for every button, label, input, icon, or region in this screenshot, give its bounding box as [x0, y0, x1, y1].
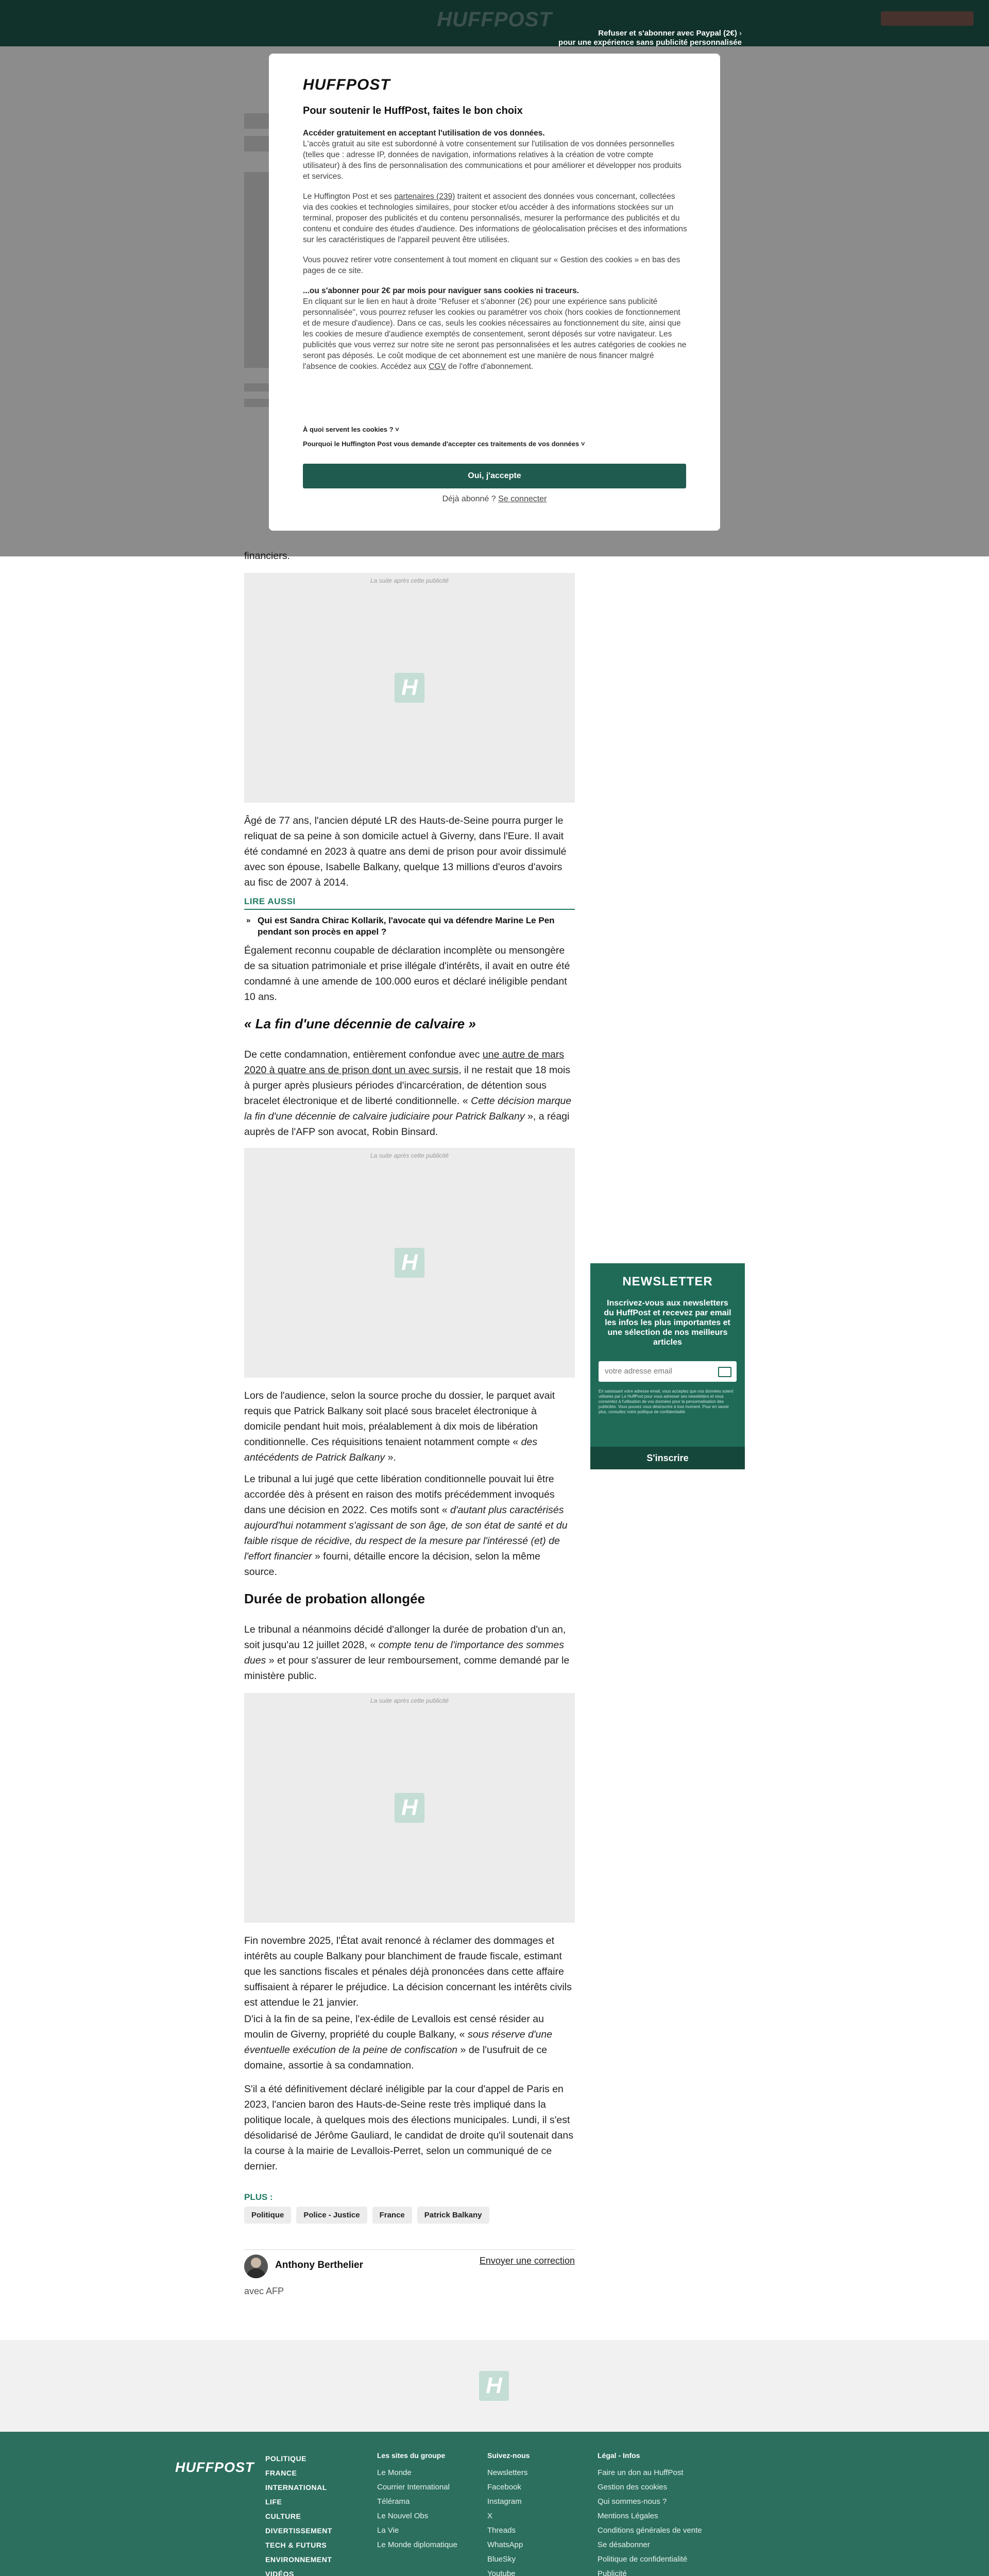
- newsletter-text: Inscrivez-vous aux newsletters du HuffPost et recevez par email les infos les plus importantes et une sélection de nos meilleurs articles: [604, 1299, 731, 1347]
- footer-link[interactable]: Youtube: [487, 2569, 516, 2576]
- source-credit: avec AFP: [244, 2286, 284, 2296]
- footer-column-title: Les sites du groupe: [377, 2451, 446, 2460]
- footer-link[interactable]: Gestion des cookies: [598, 2483, 668, 2492]
- footer-link[interactable]: Threads: [487, 2526, 516, 2535]
- newsletter-title: NEWSLETTER: [622, 1275, 713, 1289]
- footer-category-link[interactable]: CULTURE: [265, 2512, 301, 2520]
- lire-aussi-box: [244, 896, 575, 938]
- ad-label: La suite après cette publicité: [370, 577, 449, 584]
- footer-link[interactable]: Télérama: [377, 2497, 410, 2506]
- footer-link[interactable]: X: [487, 2512, 493, 2520]
- site-logo[interactable]: HUFFPOST: [437, 8, 552, 31]
- tag-politique[interactable]: Politique: [244, 2207, 291, 2224]
- plus-label: PLUS :: [244, 2192, 273, 2202]
- subscribe-heading: ...ou s'abonner pour 2€ par mois pour naviguer sans cookies ni traceurs.: [303, 286, 579, 295]
- modal-body: [303, 128, 687, 381]
- newsletter-email-input[interactable]: [604, 1366, 709, 1376]
- section-heading: Durée de probation allongée: [244, 1591, 425, 1606]
- consent-heading: Accéder gratuitement en acceptant l'utilisation de vos données.: [303, 129, 545, 138]
- withdraw-text: Vous pouvez retirer votre consentement à tout moment en cliquant sur « Gestion des cookies » en bas des pages de ce site.: [303, 256, 680, 275]
- ad-slot: [244, 1693, 575, 1923]
- footer-categories: [265, 2451, 332, 2576]
- tag-patrick-balkany[interactable]: Patrick Balkany: [417, 2207, 489, 2224]
- footer-link[interactable]: Qui sommes-nous ?: [598, 2497, 667, 2506]
- refuse-and-subscribe-link[interactable]: Refuser et s'abonner avec Paypal (2€) › pour une expérience sans publicité personnalisée: [558, 29, 742, 47]
- login-link[interactable]: Se connecter: [498, 495, 547, 503]
- article-paragraph: Âgé de 77 ans, l'ancien député LR des Hauts-de-Seine pourra purger le reliquat de sa peine à son domicile actuel à Giverny, dans l'Eure. Il avait été condamné en 2023 à quatre ans demi de prison pour avoir dissimulé avec son épouse, Isabelle Balkany, quelque 13 millions d'euros d'avoirs au fisc de 2007 à 2014.: [244, 815, 567, 888]
- huffpost-h-icon: H: [479, 2371, 509, 2401]
- footer-link[interactable]: Newsletters: [487, 2468, 528, 2477]
- footer-group-sites: [377, 2451, 457, 2552]
- newsletter-email-field-wrap: [599, 1361, 737, 1382]
- footer-category-link[interactable]: ENVIRONNEMENT: [265, 2555, 332, 2564]
- ad-slot: [244, 573, 575, 803]
- author-row: [244, 2249, 575, 2275]
- site-footer: [0, 2432, 989, 2576]
- footer-link[interactable]: Se désabonner: [598, 2540, 650, 2549]
- inline-article-link[interactable]: une autre de mars 2020 à quatre ans de prison dont un avec sursis: [244, 1049, 565, 1076]
- related-article-link[interactable]: » Qui est Sandra Chirac Kollarik, l'avocate qui va défendre Marine Le Pen pendant son procès en appel ?: [246, 916, 555, 937]
- footer-category-link[interactable]: INTERNATIONAL: [265, 2483, 327, 2492]
- footer-link[interactable]: Politique de confidentialité: [598, 2555, 688, 2564]
- tag-france[interactable]: France: [372, 2207, 412, 2224]
- consent-text: L'accès gratuit au site est subordonné à votre consentement sur l'utilisation de vos données personnelles (telles que : adresse IP, données de navigation, informations relatives à la création de votre compte utilisateur) à des fins de personnalisation des communications et pour améliorer et développer nos produits et services.: [303, 140, 681, 181]
- footer-link[interactable]: WhatsApp: [487, 2540, 523, 2549]
- footer-legal: [598, 2451, 711, 2576]
- ad-slot: [244, 1148, 575, 1378]
- divider: [244, 909, 575, 910]
- footer-link[interactable]: Mentions Légales: [598, 2512, 658, 2520]
- footer-follow-us: [487, 2451, 530, 2576]
- article-paragraph: D'ici à la fin de sa peine, l'ex-édile de Levallois est censé résider au moulin de Giverny, propriété du couple Balkany, « sous réserve d'une éventuelle exécution de la peine de confiscation » de l'usufruit de ce domaine, assortie à sa condamnation.: [244, 2013, 553, 2071]
- ad-label: La suite après cette publicité: [370, 1152, 449, 1159]
- footer-link[interactable]: Instagram: [487, 2497, 522, 2506]
- cgv-link[interactable]: CGV: [429, 362, 446, 371]
- article-paragraph: Le tribunal a lui jugé que cette libération conditionnelle pouvait lui être accordée dès à présent en raison des motifs précédemment invoqués dans une décision en 2022. Ces motifs sont « d'autant plus caractérisés aujourd'hui notamment s'agissant de son âge, de son état de santé et du faible risque de récidive, du respect de la mesure par l'intéressé (et) de l'effort financier » fourni, détaille encore la décision, selon la même source.: [244, 1473, 568, 1578]
- footer-logo[interactable]: HUFFPOST: [175, 2460, 254, 2475]
- footer-category-link[interactable]: POLITIQUE: [265, 2454, 306, 2463]
- footer-link[interactable]: Le Monde diplomatique: [377, 2540, 457, 2549]
- modal-info-links: [303, 422, 585, 451]
- envelope-icon: [718, 1367, 731, 1377]
- partners-text: Le Huffington Post et ses partenaires (239) traitent et associent des données vous concernant, collectées via des cookies et technologies similaires, pour stocker et/ou accéder à des informations stockées sur un terminal, proposer des publicités et du contenu personnalisés, mesurer la performance des publicités et du contenu et conduire des études d'audience. Des informations de géolocalisation précises et des informations sur les caractéristiques de l'appareil peuvent être utilisées.: [303, 192, 687, 244]
- footer-category-link[interactable]: TECH & FUTURS: [265, 2541, 327, 2549]
- newsletter-legal-text: En saisissant votre adresse email, vous acceptez que vos données soient utilisées par Le HuffPost pour vous adresser ses newsletters et vous consentez à l'utilisation de vos données pour la personnalisation des publicités. Vous pouvez vous désinscrire à tout moment. Pour en savoir plus, consultez notre politique de confidentialité.: [599, 1389, 734, 1414]
- article-paragraph: De cette condamnation, entièrement confondue avec une autre de mars 2020 à quatre ans de prison dont un avec sursis, il ne restait que 18 mois à purger après plusieurs périodes d'incarcération, de détention sous bracelet électronique et de liberté conditionnelle. « Cette décision marque la fin d'une décennie de calvaire judiciaire pour Patrick Balkany », a réagi auprès de l'AFP son avocat, Robin Binsard.: [244, 1049, 572, 1138]
- section-heading: « La fin d'une décennie de calvaire »: [244, 1016, 476, 1031]
- chevron-down-icon: ˅: [395, 426, 399, 433]
- consent-modal: [269, 54, 720, 531]
- footer-link[interactable]: Faire un don au HuffPost: [598, 2468, 684, 2477]
- footer-category-link[interactable]: VIDÉOS: [265, 2570, 294, 2576]
- footer-link[interactable]: BlueSky: [487, 2555, 516, 2564]
- footer-category-link[interactable]: LIFE: [265, 2498, 282, 2506]
- arrow-right-icon: »: [246, 916, 251, 925]
- huffpost-h-icon: H: [395, 1793, 424, 1823]
- article-paragraph: financiers.: [244, 550, 290, 562]
- newsletter-subscribe-button[interactable]: S'inscrire: [590, 1447, 745, 1469]
- footer-link[interactable]: La Vie: [377, 2526, 399, 2535]
- partners-link[interactable]: partenaires (239): [394, 192, 455, 201]
- article-paragraph: S'il a été définitivement déclaré inéligible par la cour d'appel de Paris en 2023, l'ancien baron des Hauts-de-Seine reste très impliqué dans la politique locale, à quelques mois des élections municipales. Lundi, il s'est désolidarisé de Jérôme Gauliard, le candidat de droite qu'il soutenait dans la course à la mairie de Levallois-Perret, selon un communiqué de ce dernier.: [244, 2083, 573, 2172]
- huffpost-h-icon: H: [395, 673, 424, 703]
- newsletter-box: [590, 1263, 745, 1469]
- article-paragraph: Fin novembre 2025, l'État avait renoncé à réclamer des dommages et intérêts au couple Balkany pour blanchiment de fraude fiscale, estimant que les sanctions fiscales et pénales déjà prononcées dans cette affaire suffisaient à réparer le préjudice. La décision concernant les intérêts civils est attendue le 21 janvier.: [244, 1935, 572, 2008]
- author-name[interactable]: Anthony Berthelier: [275, 2260, 364, 2270]
- tag-police-justice[interactable]: Police - Justice: [296, 2207, 367, 2224]
- footer-logo-band: [0, 2340, 989, 2432]
- modal-logo: HUFFPOST: [303, 76, 390, 93]
- footer-link[interactable]: Publicité: [598, 2569, 627, 2576]
- article-paragraph: Lors de l'audience, selon la source proche du dossier, le parquet avait requis que Patrick Balkany soit placé sous bracelet électronique à domicile pendant huit mois, préalablement à dix mois de libération conditionnelle. Ces réquisitions tenaient notamment compte « des antécédents de Patrick Balkany ».: [244, 1390, 555, 1463]
- why-consent-link[interactable]: Pourquoi le Huffington Post vous demande d'accepter ces traitements de vos données ˅: [303, 440, 585, 448]
- article-paragraph: Le tribunal a néanmoins décidé d'allonger la durée de probation d'un an, soit jusqu'au 12 juillet 2028, « compte tenu de l'importance des sommes dues » et pour s'assurer de leur remboursement, comme demandé par le ministère public.: [244, 1624, 570, 1682]
- already-subscribed: Déjà abonné ? Se connecter: [442, 495, 547, 503]
- huffpost-h-icon: H: [395, 1248, 424, 1278]
- footer-category-link[interactable]: DIVERTISSEMENT: [265, 2527, 332, 2535]
- article-paragraph: Également reconnu coupable de déclaration incomplète ou mensongère de sa situation patrimoniale et prise illégale d'intérêts, il avait en outre été condamné à une amende de 100.000 euros et déclaré inéligible pendant 10 ans.: [244, 945, 570, 1003]
- footer-link[interactable]: Courrier International: [377, 2483, 450, 2492]
- footer-link[interactable]: Le Monde: [377, 2468, 412, 2477]
- lire-aussi-label: LIRE AUSSI: [244, 896, 296, 906]
- send-correction-link[interactable]: Envoyer une correction: [479, 2256, 575, 2266]
- subscribe-text: En cliquant sur le lien en haut à droite "Refuser et s'abonner (2€) pour une expérience sans publicité personnalisée", vous pourrez refuser les cookies ou paramétrer vos choix (hors cookies de fonctionnement et de mesure d'audience). Dans ce cas, seuls les cookies nécessaires au fonctionnement du site, ainsi que les cookies de mesure d'audience exemptés de consentement, seront déposés sur votre navigateur. Les publicités que vous verrez sur notre site ne seront pas personnalisées et les autres catégories de cookies ne seront pas déposés. Le coût modique de cet abonnement est une manière de nous financer malgré l'absence de cookies. Accédez aux CGV de l'offre d'abonnement.: [303, 297, 687, 371]
- cookies-info-link[interactable]: À quoi servent les cookies ? ˅: [303, 426, 399, 433]
- accept-button[interactable]: Oui, j'accepte: [303, 464, 686, 488]
- tag-list: [244, 2207, 489, 2224]
- footer-link[interactable]: Facebook: [487, 2483, 521, 2492]
- divider: [244, 2249, 575, 2250]
- modal-title: Pour soutenir le HuffPost, faites le bon choix: [303, 105, 523, 116]
- ad-label: La suite après cette publicité: [370, 1697, 449, 1704]
- footer-category-link[interactable]: FRANCE: [265, 2469, 297, 2477]
- footer-column-title: Suivez-nous: [487, 2451, 530, 2460]
- footer-column-title: Légal - Infos: [598, 2451, 640, 2460]
- avatar[interactable]: [244, 2255, 268, 2278]
- footer-link[interactable]: Conditions générales de vente: [598, 2526, 702, 2535]
- chevron-down-icon: ˅: [581, 440, 585, 448]
- footer-link[interactable]: Le Nouvel Obs: [377, 2512, 429, 2520]
